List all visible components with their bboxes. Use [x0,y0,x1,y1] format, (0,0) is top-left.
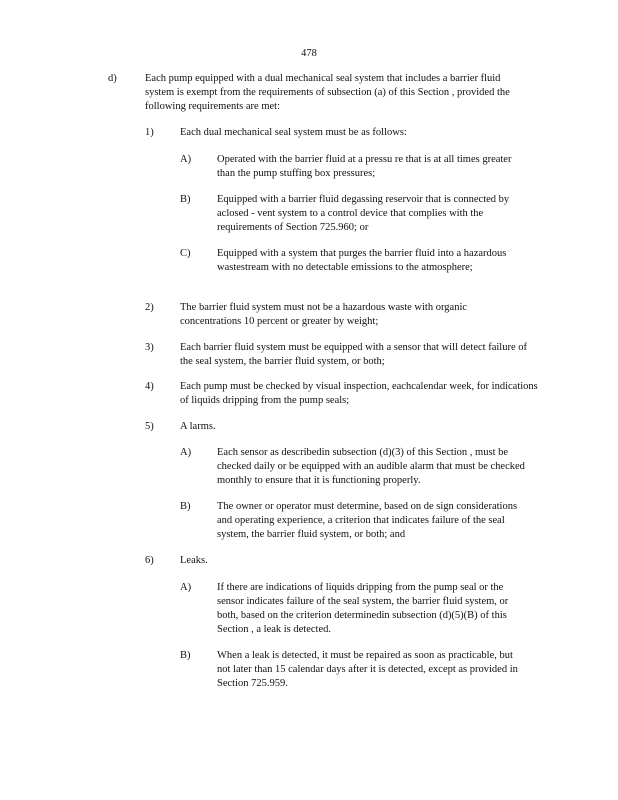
subitem-text: Equipped with a system that purges the barrier fluid into a hazardous wastestream with no detectable emissions to the atmosphere; [217,248,507,273]
subitem-label: C) [180,248,191,259]
item-label: 3) [145,342,154,353]
item-label: 6) [145,555,154,566]
subitem-text: Equipped with a barrier fluid degassing reservoir that is connected by aclosed - vent system to a control device that complies with the requirements of Section 725.960; or [217,194,510,233]
subitem-label: B) [180,501,191,512]
subitem-label: B) [180,194,191,205]
item-text: Each pump must be checked by visual inspection, eachcalendar week, for indications of liquids dripping from the pump seals; [180,381,538,406]
item-label: 5) [145,421,154,432]
item-text: The barrier fluid system must not be a hazardous waste with organic concentrations 10 percent or greater by weight; [180,302,468,327]
subitem-text: Each sensor as describedin subsection (d)(3) of this Section , must be checked daily or be equipped with an audible alarm that must be checked monthly to ensure that it is functioning properly. [217,447,525,486]
section-text: Each pump equipped with a dual mechanical seal system that includes a barrier fluid system is exempt from the requirements of subsection (a) of this Section , provided the following requirements are met: [145,73,510,112]
subitem-text: Operated with the barrier fluid at a pressu re that is at all times greater than the pump stuffing box pressures; [217,154,512,179]
item-label: 4) [145,381,154,392]
section-label: d) [108,73,117,84]
item-text: Leaks. [180,555,208,566]
item-text: Each dual mechanical seal system must be as follows: [180,127,407,138]
subitem-label: A) [180,582,192,593]
page-number: 478 [301,48,317,59]
subitem-text: When a leak is detected, it must be repaired as soon as practicable, but not later than 15 calendar days after it is detected, except as provided in Section 725.959. [217,650,518,689]
item-label: 2) [145,302,154,313]
subitem-label: A) [180,154,192,165]
subitem-text: The owner or operator must determine, based on de sign considerations and operating experience, a criterion that indicates failure of the seal system, the barrier fluid system, or both; and [217,501,518,540]
subitem-label: A) [180,447,192,458]
subitem-label: B) [180,650,191,661]
subitem-text: If there are indications of liquids dripping from the pump seal or the sensor indicates failure of the seal system, the barrier fluid system, or both, based on the criterion determinedin subsection (d)(5)(B) of this Section , a leak is detected. [217,582,509,635]
item-label: 1) [145,127,154,138]
item-text: Each barrier fluid system must be equipped with a sensor that will detect failure of the seal system, the barrier fluid system, or both; [180,342,527,367]
item-text: A larms. [180,421,216,432]
